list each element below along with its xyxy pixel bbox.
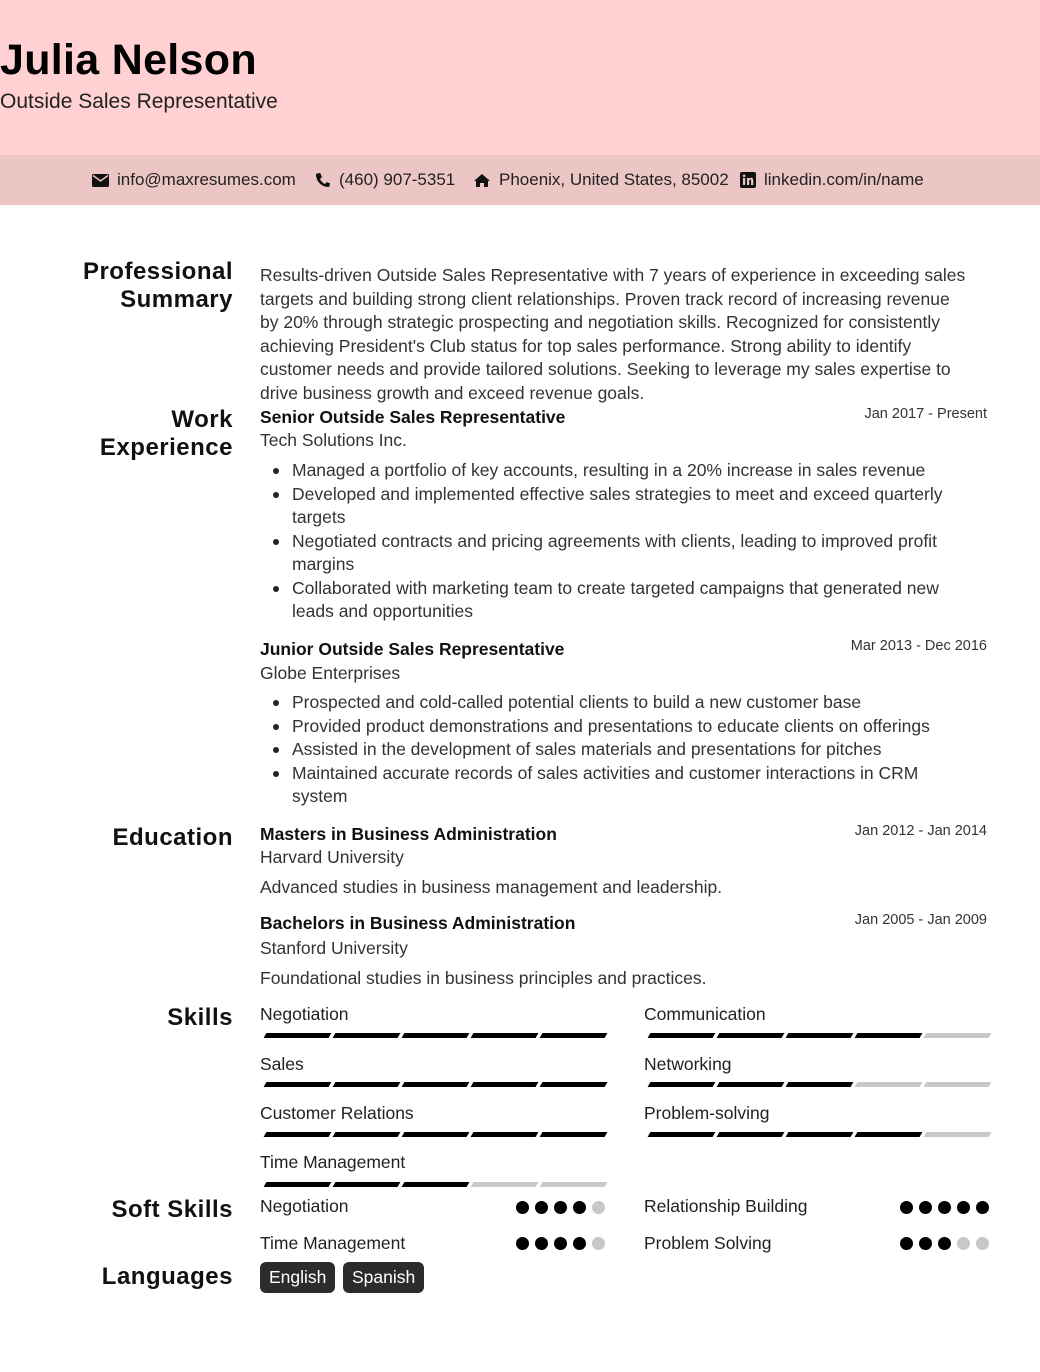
contact-email[interactable]: [92, 170, 296, 190]
envelope-icon: [92, 174, 109, 187]
soft-skill-label: Time Management: [260, 1233, 406, 1253]
linkedin-icon: [740, 172, 756, 188]
school-name: Harvard University: [260, 847, 404, 867]
section-title-languages: Languages: [101, 1263, 233, 1290]
rating-dot: [976, 1201, 989, 1214]
soft-skill-rating: [516, 1237, 606, 1250]
skill-bar-segment: [648, 1082, 716, 1087]
skill-label: Sales: [260, 1054, 304, 1074]
candidate-title: Outside Sales Representative: [0, 90, 278, 113]
skill-bar-segment: [717, 1082, 785, 1087]
skill-bar: [265, 1033, 606, 1038]
list-item: Maintained accurate records of sales activities and customer interactions in CRM system: [260, 762, 988, 809]
skill-bar-segment: [717, 1132, 785, 1137]
skill-bar-segment: [540, 1082, 608, 1087]
soft-skill-rating: [900, 1237, 990, 1250]
rating-dot: [554, 1237, 567, 1250]
skill-bar-segment: [333, 1082, 401, 1087]
rating-dot: [535, 1201, 548, 1214]
skill-bar-segment: [786, 1132, 854, 1137]
skill-bar-segment: [264, 1082, 332, 1087]
school-name: Stanford University: [260, 938, 408, 958]
skill-bar-segment: [717, 1033, 785, 1038]
job-bullets: [260, 691, 988, 809]
rating-dot: [573, 1237, 586, 1250]
skill-bar-segment: [402, 1182, 470, 1187]
rating-dot: [516, 1201, 529, 1214]
skill-bar: [265, 1182, 606, 1187]
phone-text: (460) 907-5351: [339, 170, 456, 189]
skill-bar-segment: [333, 1182, 401, 1187]
location-text: Phoenix, United States, 85002: [499, 170, 729, 189]
soft-skill-label: Problem Solving: [644, 1233, 772, 1253]
rating-dot: [900, 1237, 913, 1250]
rating-dot: [957, 1237, 970, 1250]
skill-bar: [649, 1132, 990, 1137]
skill-bar-segment: [786, 1033, 854, 1038]
skill-bar-segment: [855, 1132, 923, 1137]
rating-dot: [900, 1201, 913, 1214]
skill-bar-segment: [402, 1033, 470, 1038]
skill-bar: [265, 1082, 606, 1087]
rating-dot: [938, 1201, 951, 1214]
soft-skill-label: Relationship Building: [644, 1196, 808, 1216]
skill-bar-segment: [924, 1082, 992, 1087]
skill-bar: [649, 1033, 990, 1038]
skill-bar-segment: [924, 1033, 992, 1038]
list-item: Assisted in the development of sales materials and presentations for pitches: [260, 738, 988, 762]
skill-label: Problem-solving: [644, 1103, 770, 1123]
degree-title: Bachelors in Business Administration: [260, 913, 576, 933]
summary-text: Results-driven Outside Sales Representative with 7 years of experience in exceeding sales targets and building strong client relationships. Proven track record of increasing revenue by 20% through strategic prospecting and negotiation skills. Recognized for consistently achieving President's Club status for top sales performance. Strong ability to identify customer needs and provide tailored solutions. Seeking to leverage my sales expertise to drive business growth and exceed revenue goals.: [260, 265, 966, 403]
skill-bar-segment: [333, 1033, 401, 1038]
contact-location: [473, 170, 729, 190]
rating-dot: [535, 1237, 548, 1250]
education-dates: Jan 2012 - Jan 2014: [854, 823, 987, 839]
job-title: Junior Outside Sales Representative: [260, 639, 565, 659]
skill-bar-segment: [540, 1033, 608, 1038]
skill-bar-segment: [264, 1033, 332, 1038]
skill-bar-segment: [648, 1132, 716, 1137]
skill-bar-segment: [540, 1182, 608, 1187]
education-description: Foundational studies in business principles and practices.: [260, 968, 707, 988]
skill-bar-segment: [786, 1082, 854, 1087]
list-item: Developed and implemented effective sales strategies to meet and exceed quarterly targets: [260, 483, 988, 530]
skill-bar-segment: [471, 1033, 539, 1038]
skill-label: Negotiation: [260, 1004, 349, 1024]
rating-dot: [919, 1237, 932, 1250]
rating-dot: [592, 1201, 605, 1214]
job-company: Tech Solutions Inc.: [260, 430, 407, 450]
language-badge: English: [260, 1262, 335, 1293]
rating-dot: [592, 1237, 605, 1250]
list-item: Managed a portfolio of key accounts, resulting in a 20% increase in sales revenue: [260, 459, 988, 483]
skill-bar-segment: [540, 1132, 608, 1137]
education-dates: Jan 2005 - Jan 2009: [854, 912, 987, 928]
soft-skill-rating: [900, 1201, 990, 1214]
rating-dot: [957, 1201, 970, 1214]
skill-label: Networking: [644, 1054, 732, 1074]
soft-skill-label: Negotiation: [260, 1196, 349, 1216]
section-title-skills: Skills: [167, 1004, 233, 1031]
rating-dot: [516, 1237, 529, 1250]
phone-icon: [315, 172, 331, 188]
linkedin-text: linkedin.com/in/name: [764, 170, 924, 189]
skill-label: Time Management: [260, 1152, 406, 1172]
skill-bar-segment: [402, 1082, 470, 1087]
skill-bar-segment: [471, 1182, 539, 1187]
skill-bar-segment: [855, 1082, 923, 1087]
skill-bar: [265, 1132, 606, 1137]
list-item: Prospected and cold-called potential clients to build a new customer base: [260, 691, 988, 715]
skill-bar-segment: [924, 1132, 992, 1137]
rating-dot: [938, 1237, 951, 1250]
skill-bar-segment: [648, 1033, 716, 1038]
skill-label: Customer Relations: [260, 1103, 414, 1123]
skill-bar-segment: [402, 1132, 470, 1137]
rating-dot: [554, 1201, 567, 1214]
section-title-experience: Work Experience: [99, 406, 233, 461]
soft-skill-rating: [516, 1201, 606, 1214]
skill-bar-segment: [264, 1132, 332, 1137]
section-title-education: Education: [112, 824, 233, 851]
list-item: Collaborated with marketing team to create targeted campaigns that generated new leads and opportunities: [260, 577, 988, 624]
skill-bar-segment: [333, 1132, 401, 1137]
list-item: Negotiated contracts and pricing agreements with clients, leading to improved profit margins: [260, 530, 988, 577]
job-title: Senior Outside Sales Representative: [260, 407, 566, 427]
contact-phone[interactable]: [315, 170, 455, 190]
section-title-soft-skills: Soft Skills: [111, 1196, 233, 1223]
email-text: info@maxresumes.com: [117, 170, 296, 189]
candidate-name: Julia Nelson: [0, 36, 257, 84]
education-description: Advanced studies in business management and leadership.: [260, 877, 723, 897]
job-company: Globe Enterprises: [260, 663, 401, 683]
job-dates: Jan 2017 - Present: [864, 406, 987, 422]
section-title-summary: Professional Summary: [82, 258, 233, 313]
job-dates: Mar 2013 - Dec 2016: [850, 638, 987, 654]
skill-bar: [649, 1082, 990, 1087]
job-bullets: [260, 459, 988, 624]
skill-label: Communication: [644, 1004, 766, 1024]
rating-dot: [919, 1201, 932, 1214]
degree-title: Masters in Business Administration: [260, 824, 557, 844]
skill-bar-segment: [855, 1033, 923, 1038]
language-badge: Spanish: [343, 1262, 424, 1293]
rating-dot: [573, 1201, 586, 1214]
skill-bar-segment: [471, 1132, 539, 1137]
rating-dot: [976, 1237, 989, 1250]
home-icon: [473, 173, 491, 188]
list-item: Provided product demonstrations and presentations to educate clients on offerings: [260, 715, 988, 739]
skill-bar-segment: [264, 1182, 332, 1187]
skill-bar-segment: [471, 1082, 539, 1087]
contact-linkedin[interactable]: [740, 170, 924, 190]
